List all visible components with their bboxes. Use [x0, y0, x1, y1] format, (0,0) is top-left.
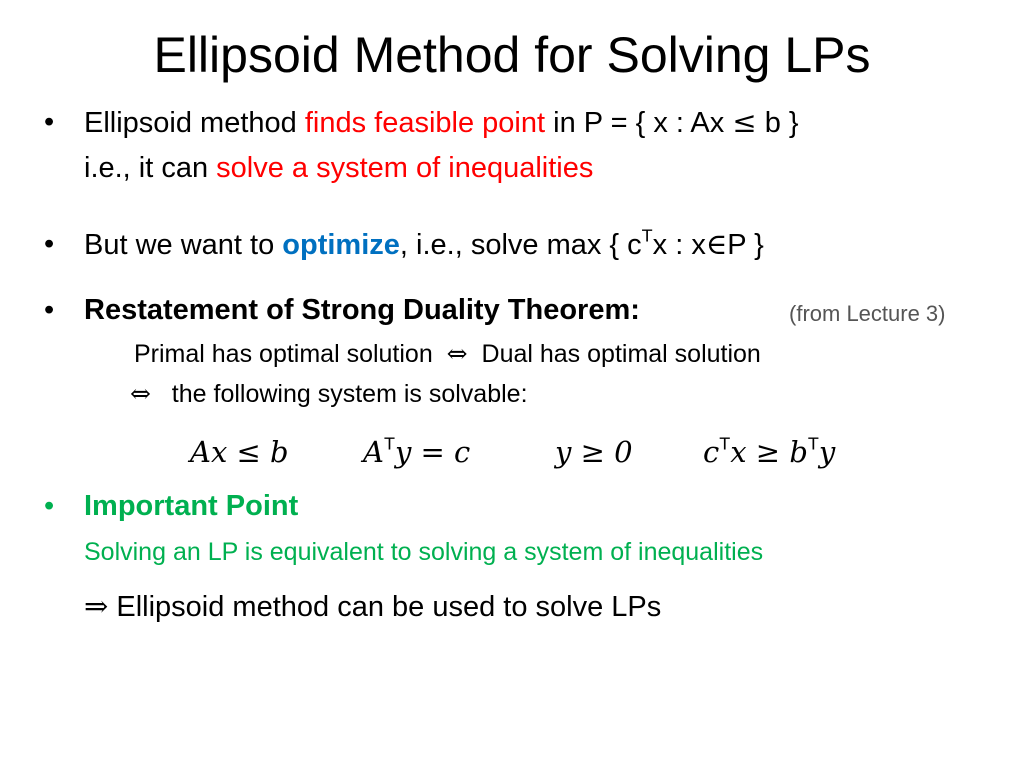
- highlight-blue: optimize: [282, 229, 400, 261]
- text-segment: But we want to: [84, 229, 283, 261]
- bullet-2-line: [84, 224, 764, 265]
- math-symbol: ∈: [705, 227, 728, 261]
- equation-3: y ≥ 0: [555, 435, 633, 469]
- bullet-2-marker: •: [44, 228, 55, 260]
- text-segment: Ellipsoid method: [84, 107, 305, 139]
- math-var: A: [363, 435, 384, 469]
- text-segment: Dual has optimal solution: [481, 340, 761, 368]
- text-segment: P }: [727, 229, 764, 261]
- bullet-3-sub-line-2: [130, 374, 528, 414]
- text-segment: b }: [756, 107, 799, 139]
- iff-symbol: ⇔: [130, 379, 151, 408]
- text-segment: i.e., it can: [84, 152, 217, 184]
- math-symbol: ≤: [732, 105, 757, 139]
- bullet-4-marker: •: [44, 490, 55, 522]
- equation-2: [363, 430, 470, 474]
- important-heading: Important Point: [84, 490, 299, 522]
- bullet-1-line-2: [84, 148, 593, 188]
- bullet-1-line-1: [84, 102, 799, 143]
- note-text: (from Lecture 3): [789, 301, 946, 326]
- text-segment: the following system is solvable:: [171, 380, 528, 408]
- superscript: T: [807, 433, 819, 454]
- section-heading: Restatement of Strong Duality Theorem:: [84, 294, 640, 326]
- equation-row: [0, 430, 1024, 474]
- bullet-4-line-3: [84, 586, 661, 627]
- superscript: T: [719, 433, 731, 454]
- highlight-red: finds feasible point: [304, 107, 546, 139]
- math-var: y: [818, 435, 836, 469]
- highlight-red: solve a system of inequalities: [216, 152, 594, 184]
- slide-title: Ellipsoid Method for Solving LPs: [153, 27, 871, 83]
- implies-symbol: ⇒: [84, 589, 109, 623]
- text-segment: , i.e., solve max { c: [399, 229, 642, 261]
- bullet-3-heading-line: [84, 290, 640, 330]
- bullet-1-marker: •: [44, 106, 55, 138]
- iff-symbol: ⇔: [446, 339, 468, 368]
- equation-4: [703, 430, 835, 474]
- bullet-3-sub-line-1: [134, 334, 761, 374]
- bullet-3-marker: •: [44, 294, 55, 326]
- superscript: T: [641, 225, 653, 246]
- equation-1: Ax ≤ b: [190, 435, 289, 469]
- lecture-note: [789, 292, 946, 334]
- text-segment: in P = { x : Ax: [545, 107, 733, 139]
- bullet-4-heading-line: [84, 486, 298, 526]
- text-segment: x : x: [652, 229, 706, 261]
- bullet-4-line-2: Solving an LP is equivalent to solving a system of inequalities: [84, 538, 764, 566]
- math-expr: y = c: [394, 435, 471, 469]
- text-segment: Ellipsoid method can be used to solve LPs: [108, 591, 662, 623]
- math-var: c: [703, 435, 720, 469]
- superscript: T: [383, 433, 395, 454]
- math-expr: x ≥ b: [730, 435, 808, 469]
- text-segment: Primal has optimal solution: [134, 340, 433, 368]
